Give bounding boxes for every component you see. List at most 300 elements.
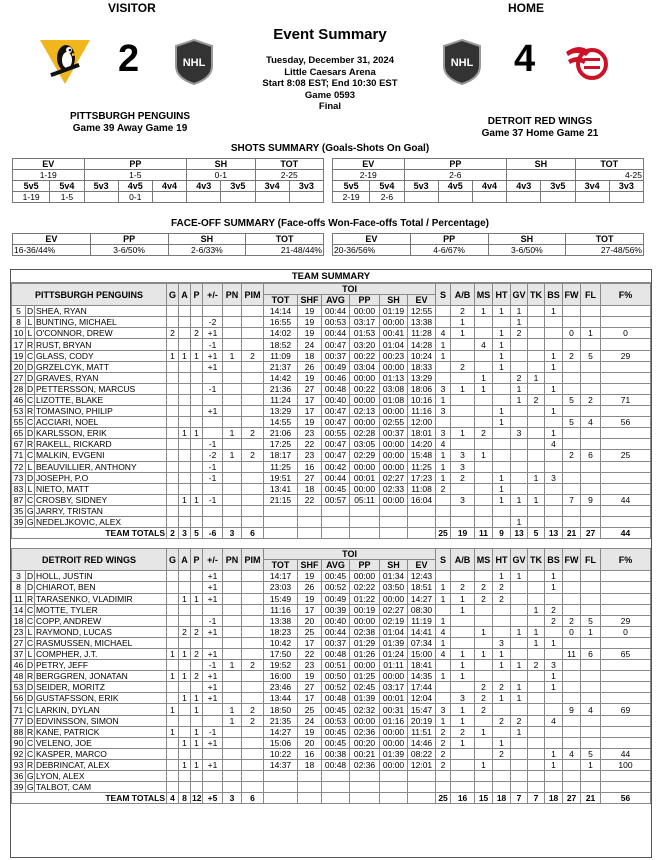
visitor-player-cell: 23: [298, 450, 322, 461]
visitor-player-cell: [242, 494, 264, 505]
visitor-player-cell: 21:36: [264, 383, 298, 394]
visitor-player-cell: 87: [12, 494, 26, 505]
home-player-cell: 92: [12, 748, 26, 759]
visitor-player-cell: [581, 361, 601, 372]
home-player-cell: 02:38: [350, 626, 380, 637]
home-player-cell: [203, 637, 223, 648]
shots-sub-4v3: 4v3: [187, 181, 221, 192]
home-player-cell: [191, 582, 203, 593]
faceoff-header-pp: PP: [90, 234, 168, 245]
home-player-cell: 23:03: [264, 582, 298, 593]
home-player-cell: C: [27, 737, 34, 748]
home-player-cell: [511, 737, 528, 748]
home-player-cell: 1: [451, 660, 475, 671]
home-player-cell: 1: [511, 682, 528, 693]
visitor-player-cell: 2: [242, 428, 264, 439]
home-player-cell: LYON, ALEX: [35, 771, 167, 782]
home-player-cell: 15:49: [264, 593, 298, 604]
home-player-cell: 1: [191, 693, 203, 704]
home-player-cell: 1: [179, 593, 191, 604]
home-player-cell: 11: [12, 593, 26, 604]
home-player-cell: 1: [511, 626, 528, 637]
home-player-cell: [242, 671, 264, 682]
visitor-player-cell: [350, 516, 380, 527]
home-player-cell: [581, 660, 601, 671]
shots-sub-5v3: 5v3: [84, 181, 118, 192]
visitor-player-cell: [563, 483, 581, 494]
visitor-player-cell: [493, 372, 511, 383]
visitor-player-cell: [242, 306, 264, 317]
visitor-player-cell: 4: [475, 339, 493, 350]
home-player-cell: [528, 582, 545, 593]
home-player-cell: RASMUSSEN, MICHAEL: [35, 637, 167, 648]
visitor-player-cell: [475, 505, 493, 516]
home-player-cell: 2: [475, 704, 493, 715]
home-player-cell: 3: [545, 660, 563, 671]
visitor-player-cell: [298, 516, 322, 527]
home-player-cell: 1: [191, 726, 203, 737]
visitor-player-cell: 3: [545, 472, 563, 483]
home-col-header: P: [191, 549, 203, 571]
visitor-player-cell: -1: [203, 383, 223, 394]
visitor-player-cell: 1: [493, 472, 511, 483]
event-title: Event Summary: [273, 26, 387, 43]
shots-detail: 0-1: [118, 192, 152, 203]
visitor-player-cell: [191, 439, 203, 450]
home-player-cell: 1: [451, 737, 475, 748]
faceoff-pp: 3-6/50%: [90, 245, 168, 256]
visitor-player-cell: [179, 516, 191, 527]
home-player-cell: 1: [167, 726, 179, 737]
home-toi-header: TOI: [264, 549, 436, 560]
visitor-score: 2: [118, 38, 140, 80]
home-player-cell: [451, 782, 475, 793]
shots-sub-3v5: 3v5: [541, 181, 575, 192]
faceoff-pp: 4-6/67%: [410, 245, 488, 256]
visitor-player-cell: 1: [475, 306, 493, 317]
visitor-totals-row: [12, 528, 651, 539]
visitor-player-cell: [581, 383, 601, 394]
visitor-player-cell: [242, 505, 264, 516]
home-player-cell: 2: [436, 737, 451, 748]
visitor-player-cell: JARRY, TRISTAN: [35, 505, 167, 516]
home-player-cell: [545, 704, 563, 715]
home-player-cell: [581, 637, 601, 648]
home-player-cell: 22: [298, 649, 322, 660]
visitor-player-cell: [167, 505, 179, 516]
home-player-cell: RAYMOND, LUCAS: [35, 626, 167, 637]
visitor-player-cell: 1: [493, 483, 511, 494]
home-player-cell: [581, 671, 601, 682]
visitor-totals-cell: 13: [545, 528, 563, 539]
home-player-cell: 1: [436, 582, 451, 593]
visitor-player-cell: 5: [563, 417, 581, 428]
visitor-player-cell: TOMASINO, PHILIP: [35, 406, 167, 417]
shots-total-ev: 2-19: [333, 170, 405, 181]
home-player-cell: [475, 615, 493, 626]
home-player-cell: 0: [601, 626, 651, 637]
home-player-cell: 13:44: [264, 693, 298, 704]
visitor-player-cell: [493, 439, 511, 450]
visitor-col-header: PIM: [242, 284, 264, 306]
faceoff-ev: 20-36/56%: [333, 245, 411, 256]
visitor-player-cell: [167, 306, 179, 317]
visitor-player-cell: [436, 516, 451, 527]
visitor-totals-cell: 2: [167, 528, 179, 539]
home-player-cell: 1: [493, 571, 511, 582]
visitor-player-cell: 23: [298, 428, 322, 439]
home-player-cell: 1: [545, 671, 563, 682]
visitor-player-cell: [528, 450, 545, 461]
home-player-cell: [242, 726, 264, 737]
home-player-cell: [167, 771, 179, 782]
home-player-cell: [493, 782, 511, 793]
home-toi-col-header: AVG: [322, 560, 350, 571]
visitor-player-cell: [223, 406, 242, 417]
visitor-player-cell: C: [27, 417, 34, 428]
visitor-player-row: [12, 350, 651, 361]
home-player-cell: [436, 771, 451, 782]
visitor-player-cell: 53: [12, 406, 26, 417]
home-player-cell: [528, 782, 545, 793]
visitor-player-cell: [242, 406, 264, 417]
home-player-cell: [563, 582, 581, 593]
home-player-cell: 01:04: [380, 626, 408, 637]
shots-detail: 2-19: [333, 192, 370, 203]
visitor-player-cell: 1: [191, 428, 203, 439]
home-player-cell: 2: [242, 660, 264, 671]
visitor-player-cell: [223, 394, 242, 405]
home-player-cell: [511, 704, 528, 715]
home-player-cell: 1: [545, 748, 563, 759]
home-player-cell: 3: [451, 693, 475, 704]
home-player-cell: 10:22: [264, 748, 298, 759]
visitor-player-cell: 11:25: [264, 461, 298, 472]
home-player-cell: [601, 726, 651, 737]
visitor-player-cell: [493, 461, 511, 472]
home-player-cell: 00:00: [380, 726, 408, 737]
shots-header-ev: EV: [333, 159, 405, 170]
visitor-player-cell: 71: [601, 394, 651, 405]
visitor-player-cell: [167, 394, 179, 405]
home-player-cell: 02:32: [350, 704, 380, 715]
home-player-cell: 2: [493, 582, 511, 593]
visitor-player-row: [12, 394, 651, 405]
home-player-cell: [167, 593, 179, 604]
home-player-cell: 90: [12, 737, 26, 748]
visitor-player-cell: [242, 372, 264, 383]
home-player-cell: [242, 748, 264, 759]
home-totals-cell: 25: [436, 793, 451, 804]
home-player-cell: 02:36: [350, 726, 380, 737]
shots-sub-3v3: 3v3: [289, 181, 323, 192]
home-player-cell: [563, 571, 581, 582]
home-player-cell: 1: [545, 759, 563, 770]
home-player-cell: 2: [493, 715, 511, 726]
visitor-player-cell: 03:04: [350, 361, 380, 372]
shots-sub-4v3: 4v3: [507, 181, 541, 192]
visitor-player-cell: [203, 516, 223, 527]
visitor-player-cell: [179, 383, 191, 394]
visitor-player-cell: SHEA, RYAN: [35, 306, 167, 317]
home-player-cell: 19: [298, 671, 322, 682]
nhl-logo-icon-home: [440, 38, 484, 86]
home-player-cell: HOLL, JUSTIN: [35, 571, 167, 582]
home-player-cell: D: [27, 571, 34, 582]
home-player-cell: [408, 771, 436, 782]
home-player-cell: [242, 771, 264, 782]
visitor-player-cell: [475, 461, 493, 472]
home-player-cell: 01:25: [350, 671, 380, 682]
visitor-player-cell: [563, 439, 581, 450]
visitor-player-cell: [545, 505, 563, 516]
home-player-cell: +1: [203, 649, 223, 660]
home-toi-col-header: PP: [350, 560, 380, 571]
home-player-cell: 1: [436, 671, 451, 682]
visitor-player-cell: 1: [493, 350, 511, 361]
visitor-player-cell: 2: [451, 361, 475, 372]
home-player-cell: 48: [12, 671, 26, 682]
visitor-player-cell: [436, 317, 451, 328]
faceoff-sh: 3-6/50%: [488, 245, 566, 256]
home-player-cell: [563, 604, 581, 615]
visitor-player-cell: 00:23: [380, 350, 408, 361]
home-player-cell: 2: [191, 626, 203, 637]
visitor-player-cell: 00:44: [322, 328, 350, 339]
home-player-cell: [436, 682, 451, 693]
visitor-col-header: PN: [223, 284, 242, 306]
visitor-player-cell: [493, 394, 511, 405]
home-player-cell: [601, 571, 651, 582]
home-player-cell: C: [27, 748, 34, 759]
home-player-cell: [191, 748, 203, 759]
home-player-cell: R: [27, 759, 34, 770]
home-player-cell: 56: [12, 693, 26, 704]
visitor-player-cell: 1: [493, 494, 511, 505]
home-player-cell: 15:06: [264, 737, 298, 748]
visitor-player-cell: 4: [545, 439, 563, 450]
home-player-cell: [451, 637, 475, 648]
home-player-cell: 20:19: [408, 715, 436, 726]
home-player-cell: [528, 726, 545, 737]
visitor-player-cell: 71: [12, 450, 26, 461]
home-player-row: [12, 671, 651, 682]
visitor-player-cell: 26: [298, 361, 322, 372]
visitor-player-cell: D: [27, 428, 34, 439]
home-totals-row: [12, 793, 651, 804]
shots-detail: [609, 192, 643, 203]
visitor-player-cell: [436, 505, 451, 516]
visitor-player-cell: [511, 505, 528, 516]
visitor-player-cell: LIZOTTE, BLAKE: [35, 394, 167, 405]
home-player-cell: [475, 671, 493, 682]
home-player-cell: 88: [12, 726, 26, 737]
home-player-cell: [179, 660, 191, 671]
visitor-player-cell: [167, 428, 179, 439]
home-player-cell: 1: [436, 615, 451, 626]
home-player-cell: 00:19: [350, 604, 380, 615]
home-player-cell: [223, 737, 242, 748]
home-player-cell: 15:00: [408, 649, 436, 660]
home-player-cell: 2: [475, 593, 493, 604]
home-player-cell: [242, 626, 264, 637]
home-player-cell: 2: [436, 726, 451, 737]
home-player-cell: 00:00: [380, 593, 408, 604]
home-player-cell: [436, 693, 451, 704]
home-col-header: A: [179, 549, 191, 571]
home-player-cell: D: [27, 660, 34, 671]
home-score: 4: [514, 38, 536, 80]
home-col-header: PIM: [242, 549, 264, 571]
visitor-player-cell: 02:55: [380, 417, 408, 428]
home-player-cell: COMPHER, J.T.: [35, 649, 167, 660]
home-team-name-header: DETROIT RED WINGS: [12, 549, 167, 571]
faceoff-header-ev: EV: [333, 234, 411, 245]
home-player-cell: [451, 626, 475, 637]
shots-sub-4v4: 4v4: [152, 181, 186, 192]
home-player-cell: [563, 715, 581, 726]
home-player-cell: [350, 782, 380, 793]
home-player-cell: [436, 782, 451, 793]
home-player-cell: 20: [298, 737, 322, 748]
home-player-cell: [475, 604, 493, 615]
shots-sub-3v5: 3v5: [221, 181, 255, 192]
home-player-cell: TARASENKO, VLADIMIR: [35, 593, 167, 604]
visitor-player-cell: 73: [12, 472, 26, 483]
home-player-cell: 2: [242, 715, 264, 726]
shots-detail: [507, 192, 541, 203]
home-totals-cell: [350, 793, 380, 804]
visitor-player-cell: [167, 317, 179, 328]
visitor-player-cell: 5: [581, 350, 601, 361]
visitor-player-cell: [581, 505, 601, 516]
visitor-player-cell: 00:47: [322, 450, 350, 461]
home-player-row: [12, 593, 651, 604]
home-player-cell: 12:04: [408, 693, 436, 704]
visitor-player-cell: 1: [545, 383, 563, 394]
visitor-player-cell: 27: [298, 383, 322, 394]
visitor-player-cell: [545, 394, 563, 405]
visitor-player-cell: 00:47: [322, 439, 350, 450]
visitor-player-cell: [511, 350, 528, 361]
home-player-cell: [601, 715, 651, 726]
visitor-player-cell: 3: [451, 494, 475, 505]
visitor-player-cell: GRZELCYK, MATT: [35, 361, 167, 372]
home-player-cell: [203, 604, 223, 615]
visitor-player-cell: [408, 516, 436, 527]
home-player-cell: [203, 748, 223, 759]
visitor-player-cell: 1: [475, 383, 493, 394]
home-totals-cell: [322, 793, 350, 804]
home-player-cell: [601, 604, 651, 615]
visitor-totals-cell: 5: [191, 528, 203, 539]
visitor-totals-cell: [380, 528, 408, 539]
visitor-player-cell: 00:47: [322, 406, 350, 417]
visitor-player-cell: [167, 417, 179, 428]
visitor-player-cell: 1: [451, 328, 475, 339]
home-player-cell: 19: [298, 571, 322, 582]
home-col-header: FW: [563, 549, 581, 571]
home-player-cell: 1: [511, 660, 528, 671]
visitor-player-cell: 02:13: [350, 406, 380, 417]
faceoff-header-tot: TOT: [246, 234, 324, 245]
faceoff-header-pp: PP: [410, 234, 488, 245]
visitor-player-cell: [511, 483, 528, 494]
home-player-cell: [223, 748, 242, 759]
home-player-cell: [563, 737, 581, 748]
home-player-cell: 00:45: [322, 571, 350, 582]
visitor-player-cell: D: [27, 472, 34, 483]
home-player-cell: [493, 671, 511, 682]
visitor-player-cell: [191, 505, 203, 516]
visitor-player-row: [12, 383, 651, 394]
home-player-cell: [511, 782, 528, 793]
visitor-player-cell: [179, 317, 191, 328]
home-player-cell: [167, 682, 179, 693]
shots-detail: 1-19: [13, 192, 50, 203]
visitor-player-cell: [601, 361, 651, 372]
visitor-player-cell: [475, 439, 493, 450]
visitor-team-name-header: PITTSBURGH PENGUINS: [12, 284, 167, 306]
home-player-cell: 2: [475, 582, 493, 593]
home-totals-cell: 27: [563, 793, 581, 804]
visitor-player-cell: [563, 339, 581, 350]
visitor-player-cell: [528, 339, 545, 350]
home-player-cell: [322, 771, 350, 782]
visitor-player-row: [12, 472, 651, 483]
visitor-player-cell: 2: [242, 350, 264, 361]
home-player-cell: [563, 593, 581, 604]
visitor-player-cell: 01:19: [380, 306, 408, 317]
home-shots-table: [332, 158, 644, 203]
home-player-cell: 02:19: [380, 615, 408, 626]
red-wings-logo-icon: [562, 40, 618, 82]
home-player-cell: [223, 759, 242, 770]
home-player-cell: D: [27, 715, 34, 726]
home-player-cell: [475, 737, 493, 748]
home-player-cell: 2: [563, 615, 581, 626]
home-player-cell: [493, 771, 511, 782]
shots-detail: [472, 192, 506, 203]
home-player-cell: 1: [451, 704, 475, 715]
home-player-cell: [264, 771, 298, 782]
home-totals-cell: 8: [179, 793, 191, 804]
visitor-player-cell: [528, 361, 545, 372]
visitor-player-cell: 21:37: [264, 361, 298, 372]
visitor-player-cell: [167, 461, 179, 472]
shots-sub-5v5: 5v5: [13, 181, 50, 192]
home-player-cell: 53: [12, 682, 26, 693]
home-player-cell: [191, 660, 203, 671]
home-player-cell: 02:22: [350, 582, 380, 593]
visitor-player-cell: [223, 372, 242, 383]
home-player-cell: [167, 604, 179, 615]
home-player-cell: G: [27, 782, 34, 793]
home-player-cell: [493, 626, 511, 637]
visitor-player-cell: 02:28: [350, 428, 380, 439]
visitor-player-cell: [475, 317, 493, 328]
home-player-cell: 5: [581, 748, 601, 759]
visitor-player-cell: [223, 361, 242, 372]
home-player-cell: [191, 715, 203, 726]
home-player-cell: DEBRINCAT, ALEX: [35, 759, 167, 770]
home-player-cell: 1: [451, 715, 475, 726]
visitor-player-cell: 18: [298, 350, 322, 361]
visitor-player-cell: [203, 428, 223, 439]
home-player-cell: 18:51: [408, 582, 436, 593]
visitor-player-cell: +1: [203, 406, 223, 417]
nhl-logo-icon: [172, 38, 216, 86]
